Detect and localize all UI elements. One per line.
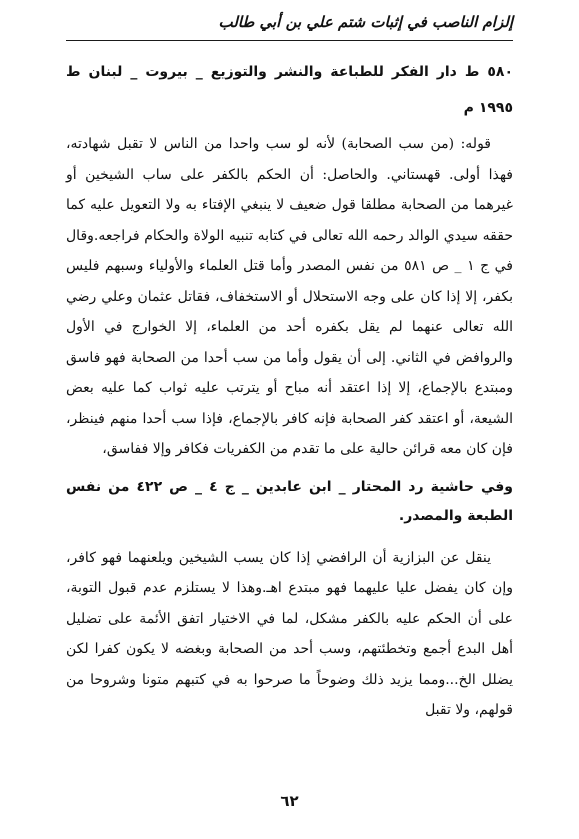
header-divider	[66, 40, 513, 41]
page-body	[66, 54, 513, 726]
source-reference-2: وفي حاشية رد المحتار _ ابن عابدين _ ج ٤ _ ص ٤٢٢ من نفس الطبعة والمصدر.	[66, 478, 513, 524]
paragraph-2: ينقل عن البزازية أن الرافضي إذا كان يسب الشيخين ويلعنهما فهو كافر، وإن كان يفضل عليا عليهما فهو مبتدع اهـ.وهذا لا يستلزم عدم قبول التوبة، على أن الحكم عليه بالكفر مشكل، لما في الاختيار اتفق الأئمة على تضليل أهل البدع أجمع وتخطئتهم، وسب أحد من الصحابة وبغضه لا يكون كفرا لكن يضلل الخ...ومما يزيد ذلك وضوحاً ما صرحوا به في كتبهم متونا وشروحا من قولهم، ولا تقبل	[66, 549, 513, 718]
running-header-title: إلزام الناصب في إثبات شتم علي بن أبي طالب	[218, 13, 513, 31]
paragraph-1: قوله: (من سب الصحابة) لأنه لو سب واحدا من الناس لا تقبل شهادته، فهذا أولى. قهستاني. والحاصل: أن الحكم بالكفر على ساب الشيخين أو غيرهما من الصحابة مطلقا قول ضعيف لا ينبغي الإفتاء به ولا التعويل عليه كما حققه سيدي الوالد رحمه الله تعالى في كتابه تنبيه الولاة والحكام فراجعه.وقال في ج ١ _ ص ٥٨١ من نفس المصدر وأما قتل العلماء والأولياء وسبهم فليس بكفر، إلا إذا كان على وجه الاستحلال أو الاستخفاف، فقاتل عثمان وعلي رضي الله تعالى عنهما لم يقل بكفره أحد من العلماء، إلا الخوارج في الأول والروافض في الثاني. إلى أن يقول وأما من سب أحدا من الصحابة فهو فاسق ومبتدع بالإجماع، إلا إذا اعتقد أنه مباح أو يترتب عليه ثواب كما عليه بعض الشيعة، أو اعتقد كفر الصحابة فإنه كافر بالإجماع، فإذا سب أحدا منهم فينظر، فإن كان معه قرائن حالية على ما تقدم من الكفريات فكافر وإلا ففاسق،	[66, 136, 513, 457]
page-number: ٦٢	[280, 792, 299, 810]
source-reference-1: ٥٨٠ ط دار الفكر للطباعة والنشر والتوزيع _ بيروت _ لبنان ط ١٩٩٥ م	[66, 64, 513, 116]
